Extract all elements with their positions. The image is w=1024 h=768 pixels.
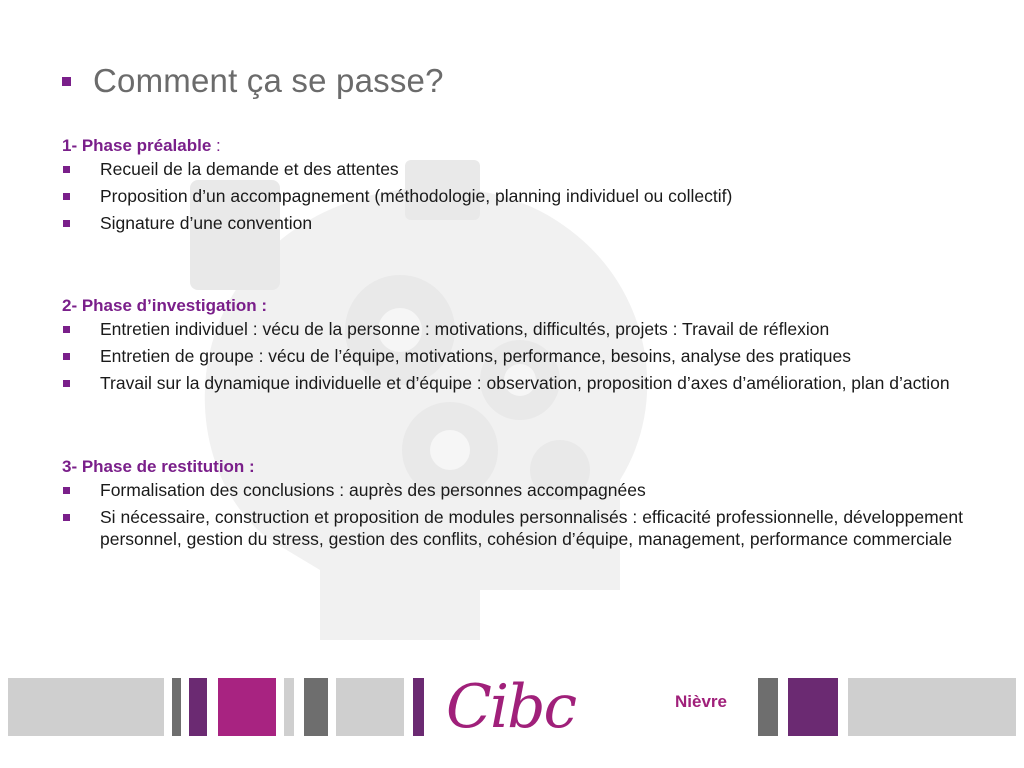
bullet-square-icon [63,514,70,521]
bullet-square-icon [63,193,70,200]
footer-bar [413,678,424,736]
list-item: Formalisation des conclusions : auprès des personnes accompagnées [62,480,963,502]
footer-bar [304,678,328,736]
footer-bar [284,678,294,736]
footer-bar [172,678,181,736]
bullet-square-icon [63,326,70,333]
bullet-square-icon [63,487,70,494]
phase-heading: 1- Phase préalable : [62,136,221,155]
title-row [62,62,444,100]
footer-bar [788,678,838,736]
phase-section-3 [62,456,963,550]
slide-title: Comment ça se passe? [93,62,444,99]
phase-list [62,319,963,395]
phase-section-2 [62,295,963,395]
bullet-square-icon [63,166,70,173]
footer-bar [189,678,207,736]
bullet-square-icon [63,220,70,227]
phase-list [62,480,963,550]
list-item: Proposition d’un accompagnement (méthodologie, planning individuel ou collectif) [62,186,963,208]
list-item: Signature d’une convention [62,213,963,235]
list-item: Recueil de la demande et des attentes [62,159,963,181]
bullet-square-icon [63,380,70,387]
footer-bar [336,678,404,736]
footer-banner [0,672,1024,742]
phase-list [62,159,963,235]
footer-bar [758,678,778,736]
cibc-logo: Cibc [446,672,576,742]
footer-bar [848,678,1016,736]
footer-bar [218,678,276,736]
title-bullet [62,77,71,86]
list-item: Travail sur la dynamique individuelle et d’équipe : observation, proposition d’axes d’amélioration, plan d’action [62,373,963,395]
footer-bar [8,678,164,736]
phase-heading: 3- Phase de restitution : [62,457,255,476]
bullet-square-icon [63,353,70,360]
phase-heading: 2- Phase d’investigation : [62,295,267,315]
list-item: Entretien de groupe : vécu de l’équipe, motivations, performance, besoins, analyse des pratiques [62,346,963,368]
logo-subtitle: Nièvre [675,692,727,711]
phase-section-1 [62,135,963,235]
list-item: Entretien individuel : vécu de la personne : motivations, difficultés, projets : Travail de réflexion [62,319,963,341]
list-item: Si nécessaire, construction et proposition de modules personnalisés : efficacité professionnelle, développement personnel, gestion du stress, gestion des conflits, cohésion d’équipe, management, performance commerciale [62,507,963,550]
slide-content [62,135,963,556]
